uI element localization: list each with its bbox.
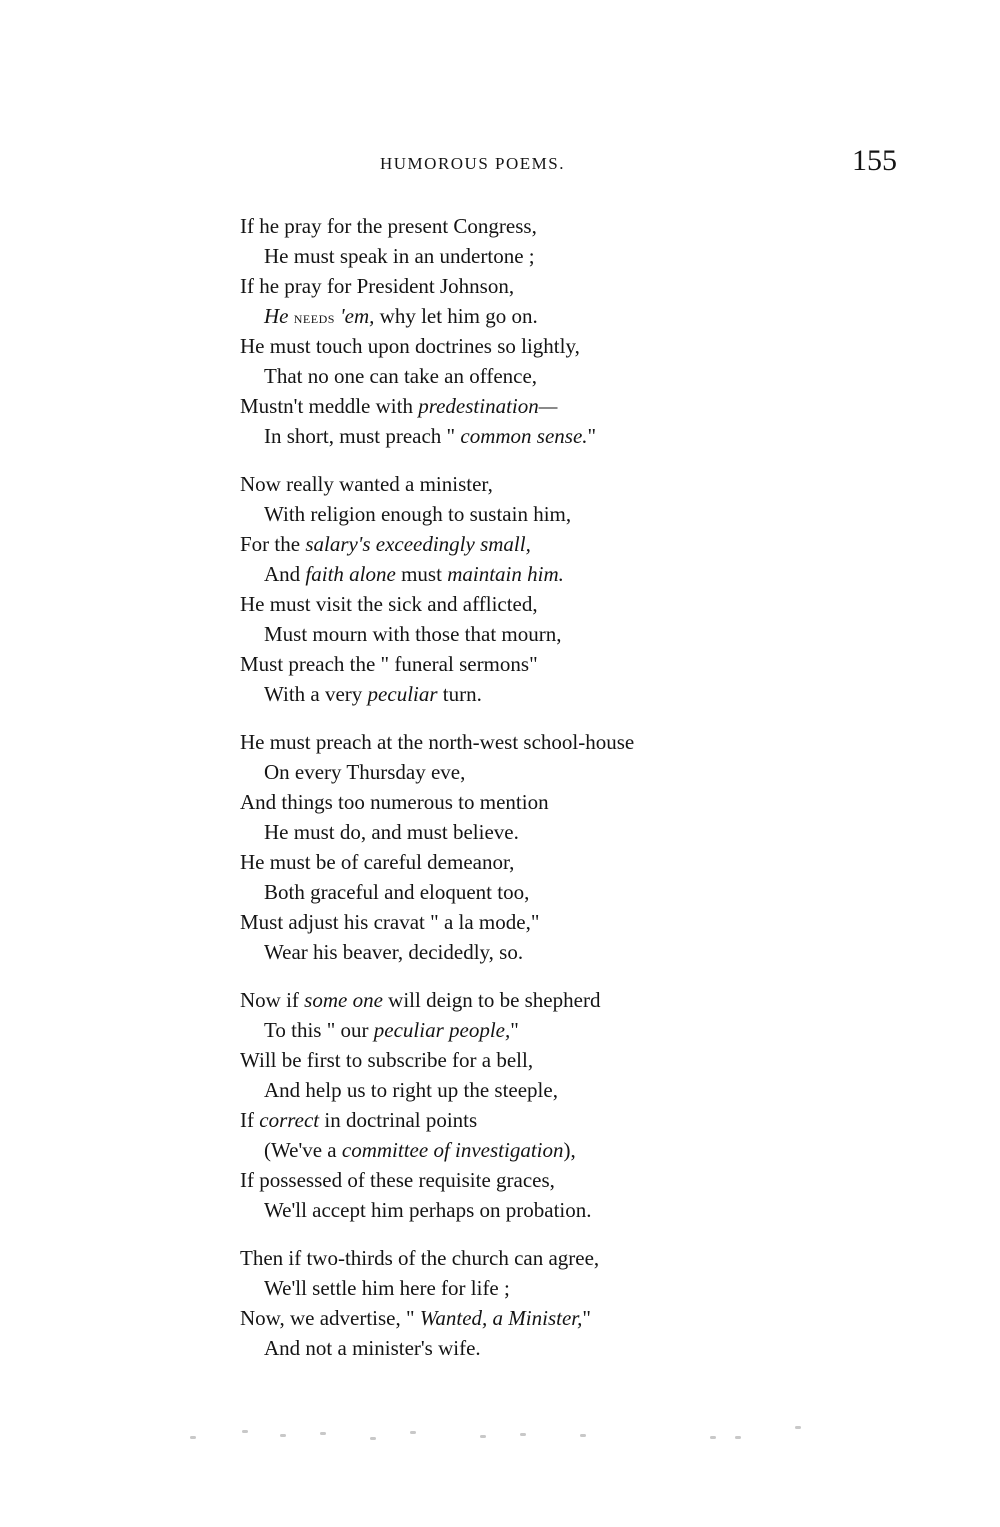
line-text: " (587, 424, 597, 448)
poem-line (240, 985, 800, 1015)
poem-line: If possessed of these requisite graces, (240, 1168, 555, 1192)
line-text: And (264, 562, 306, 586)
scan-speck (735, 1436, 741, 1439)
line-text: in doctrinal points (319, 1108, 478, 1132)
line-text: Mustn't meddle with (240, 394, 419, 418)
line-text: Now if (240, 988, 305, 1012)
line-text: ), (563, 1138, 576, 1162)
line-text: Now, we advertise, " (240, 1306, 420, 1330)
poem-line: Then if two-thirds of the church can agree, (240, 1246, 600, 1270)
italic-text: He (264, 304, 289, 328)
poem-line: He must visit the sick and afflicted, (240, 592, 538, 616)
italic-text: maintain him. (447, 562, 564, 586)
page-number: 155 (852, 144, 897, 177)
poem-line: Must mourn with those that mourn, (264, 622, 562, 646)
poem-line: Wear his beaver, decidedly, so. (264, 940, 524, 964)
italic-text: Wanted, a Minister, (419, 1306, 583, 1330)
poem-line: And not a minister's wife. (264, 1336, 481, 1360)
poem-line: With religion enough to sustain him, (264, 502, 572, 526)
poem-line: And help us to right up the steeple, (264, 1078, 558, 1102)
italic-text: faith alone (305, 562, 396, 586)
italic-text: 'em, (334, 304, 375, 328)
poem-line: That no one can take an offence, (264, 364, 538, 388)
poem-line: He must preach at the north-west school-house (240, 730, 635, 754)
scan-noise (180, 1422, 820, 1452)
line-text: With a very (264, 682, 368, 706)
poem-line: Will be first to subscribe for a bell, (240, 1048, 534, 1072)
poem-line: And things too numerous to mention (240, 790, 549, 814)
poem-line (240, 529, 800, 559)
line-text: " (510, 1018, 519, 1042)
scan-speck (190, 1436, 196, 1439)
poem-line: Must adjust his cravat " a la mode," (240, 910, 540, 934)
line-text: For the (240, 532, 306, 556)
poem-line (240, 1015, 800, 1045)
scan-speck (520, 1433, 526, 1436)
poem-line (240, 1105, 800, 1135)
stanza-2 (240, 469, 800, 709)
poem-line: If he pray for the present Congress, (240, 214, 537, 238)
line-text: why let him go on. (374, 304, 538, 328)
line-text: " (582, 1306, 591, 1330)
poem-line (240, 1135, 800, 1165)
scan-speck (320, 1432, 326, 1435)
poem-line (240, 1303, 800, 1333)
poem-line (240, 301, 800, 331)
poem-line: If he pray for President Johnson, (240, 274, 515, 298)
poem-line: We'll accept him perhaps on probation. (264, 1198, 592, 1222)
poem-line: We'll settle him here for life ; (264, 1276, 510, 1300)
poem-body (240, 211, 800, 1381)
poem-line: He must do, and must believe. (264, 820, 519, 844)
italic-text: peculiar (367, 682, 438, 706)
scan-speck (580, 1434, 586, 1437)
line-text: turn. (437, 682, 482, 706)
poem-line (240, 559, 800, 589)
poem-line (240, 421, 800, 451)
scan-speck (370, 1437, 376, 1440)
line-text: To this " our (264, 1018, 374, 1042)
italic-text: committee of investigation (341, 1138, 564, 1162)
small-caps-text: needs (293, 308, 335, 327)
scan-speck (710, 1436, 716, 1439)
poem-line (240, 679, 800, 709)
poem-line: He must be of careful demeanor, (240, 850, 515, 874)
stanza-4 (240, 985, 800, 1225)
line-text: will deign to be shepherd (382, 988, 601, 1012)
scan-speck (242, 1430, 248, 1433)
italic-text: salary's exceedingly small, (305, 532, 531, 556)
line-text: (We've a (264, 1138, 342, 1162)
line-text: In short, must preach " (264, 424, 461, 448)
scan-speck (795, 1426, 801, 1429)
poem-line (240, 391, 800, 421)
scan-speck (280, 1434, 286, 1437)
running-head: HUMOROUS POEMS. (380, 154, 565, 173)
italic-text: common sense. (460, 424, 588, 448)
poem-line: Both graceful and eloquent too, (264, 880, 530, 904)
poem-line: On every Thursday eve, (264, 760, 466, 784)
italic-text: peculiar people, (373, 1018, 511, 1042)
poem-line: He must speak in an undertone ; (264, 244, 535, 268)
stanza-3 (240, 727, 800, 967)
scan-speck (410, 1431, 416, 1434)
scan-speck (480, 1435, 486, 1438)
stanza-5 (240, 1243, 800, 1363)
poem-line: Now really wanted a minister, (240, 472, 493, 496)
poem-line: He must touch upon doctrines so lightly, (240, 334, 580, 358)
line-text: If (240, 1108, 260, 1132)
line-text: must (395, 562, 448, 586)
stanza-1 (240, 211, 800, 451)
italic-text: some one (304, 988, 383, 1012)
italic-text: correct (259, 1108, 320, 1132)
italic-text: predestination— (418, 394, 558, 418)
poem-line: Must preach the " funeral sermons" (240, 652, 538, 676)
